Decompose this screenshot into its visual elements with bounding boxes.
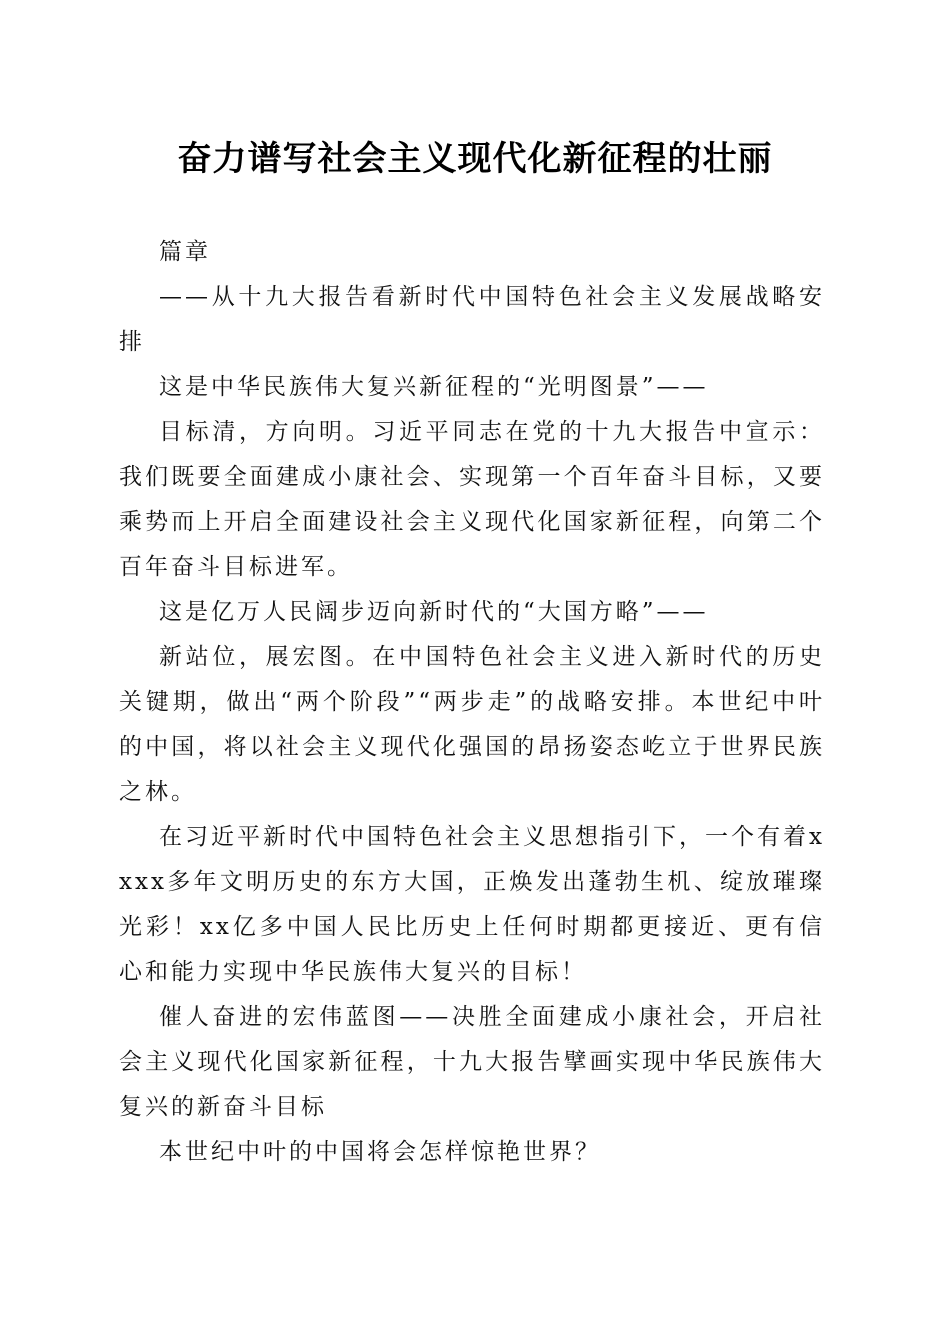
paragraph: 新站位，展宏图。在中国特色社会主义进入新时代的历史关键期，做出“两个阶段”“两步走”的战略安排。本世纪中叶的中国，将以社会主义现代化强国的昂扬姿态屹立于世界民族之林。 <box>119 644 825 805</box>
paragraph: 在习近平新时代中国特色社会主义思想指引下，一个有着xxxx多年文明历史的东方大国，正焕发出蓬勃生机、绽放璀璨光彩！xx亿多中国人民比历史上任何时期都更接近、更有信心和能力实现中华民族伟大复兴的目标！ <box>119 824 825 985</box>
paragraph: ——从十九大报告看新时代中国特色社会主义发展战略安排 <box>119 284 825 355</box>
paragraph: 篇章 <box>159 239 211 265</box>
paragraph: 这是亿万人民阔步迈向新时代的“大国方略”—— <box>159 599 709 625</box>
paragraph: 这是中华民族伟大复兴新征程的“光明图景”—— <box>159 374 709 400</box>
paragraph: 本世纪中叶的中国将会怎样惊艳世界？ <box>159 1139 601 1165</box>
paragraph: 催人奋进的宏伟蓝图——决胜全面建成小康社会，开启社会主义现代化国家新征程，十九大报告擘画实现中华民族伟大复兴的新奋斗目标 <box>119 1004 825 1120</box>
paragraph: 目标清，方向明。习近平同志在党的十九大报告中宣示：我们既要全面建成小康社会、实现第一个百年奋斗目标，又要乘势而上开启全面建设社会主义现代化国家新征程，向第二个百年奋斗目标进军。 <box>119 419 825 580</box>
document-title: 奋力谱写社会主义现代化新征程的壮丽 <box>177 139 773 179</box>
document-body <box>119 230 825 1175</box>
